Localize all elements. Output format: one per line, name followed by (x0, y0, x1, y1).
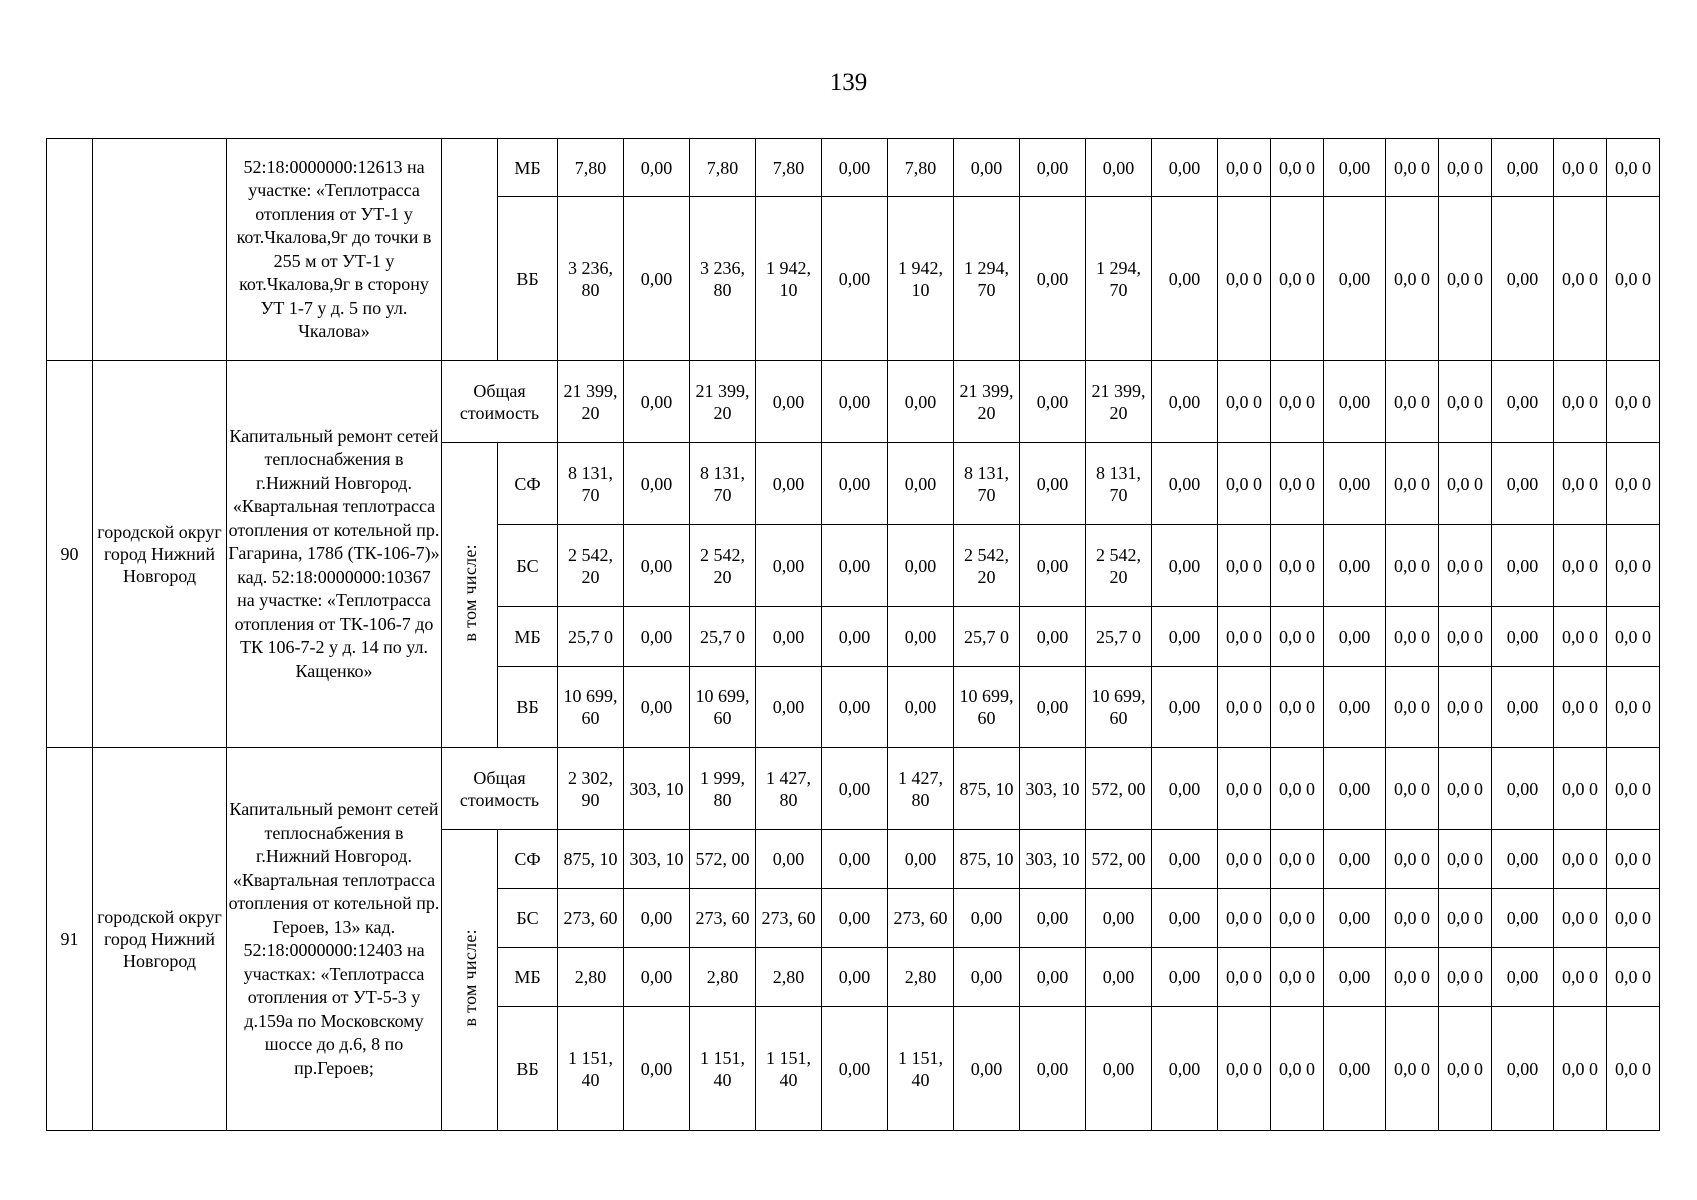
value-cell: 0,00 (1020, 889, 1086, 948)
value-cell: 0,00 (954, 889, 1020, 948)
value-cell: 303, 10 (624, 830, 690, 889)
value-cell: 0,00 (1152, 830, 1218, 889)
total-cost-label: Общая стоимость (442, 748, 558, 830)
value-cell: 0,00 (624, 443, 690, 525)
value-cell: 303, 10 (1020, 830, 1086, 889)
value-cell: 1 151, 40 (558, 1007, 624, 1131)
value-cell: 0,00 (888, 667, 954, 748)
value-cell: 303, 10 (624, 748, 690, 830)
value-cell: 0,0 0 (1554, 948, 1607, 1007)
value-cell: 21 399, 20 (690, 361, 756, 443)
value-cell: 2,80 (888, 948, 954, 1007)
value-cell: 0,00 (1492, 443, 1554, 525)
value-cell: 0,0 0 (1271, 525, 1324, 607)
including-label-text: в том числе: (459, 928, 480, 1027)
value-cell: 0,00 (822, 361, 888, 443)
value-cell: 0,00 (1152, 607, 1218, 667)
value-cell: 0,00 (1492, 361, 1554, 443)
value-cell: 0,00 (1324, 1007, 1386, 1131)
value-cell: 0,00 (756, 443, 822, 525)
value-cell: 21 399, 20 (558, 361, 624, 443)
value-cell: 2,80 (690, 948, 756, 1007)
value-cell: 0,00 (1020, 607, 1086, 667)
value-cell: 273, 60 (888, 889, 954, 948)
value-cell: 1 151, 40 (756, 1007, 822, 1131)
value-cell: 0,0 0 (1386, 361, 1439, 443)
value-cell: 0,0 0 (1607, 443, 1660, 525)
value-cell: 2 542, 20 (690, 525, 756, 607)
value-cell: 0,0 0 (1607, 667, 1660, 748)
value-cell: 0,0 0 (1386, 948, 1439, 1007)
value-cell: 0,00 (1020, 197, 1086, 361)
value-cell: 0,00 (1152, 139, 1218, 197)
object-description: Капитальный ремонт сетей теплоснабжения в г.Нижний Новгород. «Квартальная теплотрасса отопления от котельной пр. Героев, 13» кад. 52:18:0000000:12403 на участках: «Теплотрасса отопления от УТ-5-3 у д.159а по Московскому шоссе до д.6, 8 по пр.Героев; (227, 748, 442, 1131)
including-label (442, 443, 498, 748)
value-cell: 0,00 (1086, 1007, 1152, 1131)
value-cell: 0,0 0 (1607, 607, 1660, 667)
value-cell: 25,7 0 (558, 607, 624, 667)
value-cell: 303, 10 (1020, 748, 1086, 830)
value-cell: 1 294, 70 (954, 197, 1020, 361)
value-cell: 0,0 0 (1607, 748, 1660, 830)
value-cell: 0,00 (822, 197, 888, 361)
value-cell: 0,00 (1492, 1007, 1554, 1131)
funding-source: ВБ (498, 1007, 558, 1131)
value-cell: 7,80 (558, 139, 624, 197)
value-cell: 0,0 0 (1386, 607, 1439, 667)
row-number: 90 (47, 361, 93, 748)
value-cell: 0,0 0 (1271, 1007, 1324, 1131)
value-cell: 0,0 0 (1218, 1007, 1271, 1131)
value-cell: 273, 60 (558, 889, 624, 948)
value-cell: 0,0 0 (1439, 948, 1492, 1007)
value-cell: 10 699, 60 (1086, 667, 1152, 748)
value-cell: 3 236, 80 (690, 197, 756, 361)
value-cell: 0,0 0 (1386, 830, 1439, 889)
value-cell: 0,0 0 (1554, 667, 1607, 748)
funding-source: СФ (498, 830, 558, 889)
funding-source: МБ (498, 948, 558, 1007)
value-cell: 0,00 (624, 361, 690, 443)
value-cell: 25,7 0 (1086, 607, 1152, 667)
value-cell: 0,0 0 (1386, 197, 1439, 361)
value-cell: 0,00 (1492, 607, 1554, 667)
page-number: 139 (829, 69, 868, 96)
value-cell: 0,00 (1086, 139, 1152, 197)
value-cell: 3 236, 80 (558, 197, 624, 361)
value-cell: 0,00 (822, 607, 888, 667)
value-cell: 0,00 (1492, 197, 1554, 361)
value-cell: 875, 10 (954, 830, 1020, 889)
value-cell: 0,00 (822, 525, 888, 607)
value-cell: 0,0 0 (1271, 607, 1324, 667)
value-cell: 0,0 0 (1271, 889, 1324, 948)
value-cell: 0,0 0 (1439, 525, 1492, 607)
value-cell: 0,00 (1020, 361, 1086, 443)
value-cell: 0,00 (822, 748, 888, 830)
value-cell: 25,7 0 (954, 607, 1020, 667)
table-row (47, 748, 1660, 830)
value-cell: 0,00 (756, 830, 822, 889)
funding-source: БС (498, 525, 558, 607)
value-cell: 2 302, 90 (558, 748, 624, 830)
value-cell: 0,00 (624, 889, 690, 948)
value-cell: 0,0 0 (1271, 443, 1324, 525)
value-cell: 8 131, 70 (558, 443, 624, 525)
value-cell: 0,00 (1152, 361, 1218, 443)
value-cell: 0,00 (756, 607, 822, 667)
including-label-text: в том числе: (459, 543, 480, 642)
value-cell: 0,0 0 (1607, 139, 1660, 197)
value-cell: 0,0 0 (1386, 443, 1439, 525)
value-cell: 7,80 (690, 139, 756, 197)
value-cell: 0,00 (1324, 948, 1386, 1007)
value-cell: 0,0 0 (1554, 197, 1607, 361)
value-cell: 0,0 0 (1218, 830, 1271, 889)
value-cell: 0,00 (822, 1007, 888, 1131)
value-cell: 0,0 0 (1386, 525, 1439, 607)
value-cell: 0,00 (1020, 1007, 1086, 1131)
value-cell: 0,0 0 (1271, 139, 1324, 197)
value-cell: 0,0 0 (1607, 948, 1660, 1007)
value-cell: 0,00 (1020, 525, 1086, 607)
value-cell: 0,00 (1492, 830, 1554, 889)
value-cell: 0,00 (624, 667, 690, 748)
value-cell: 0,00 (1152, 748, 1218, 830)
value-cell: 0,00 (1492, 139, 1554, 197)
funding-source: СФ (498, 443, 558, 525)
value-cell: 0,0 0 (1554, 139, 1607, 197)
value-cell: 1 294, 70 (1086, 197, 1152, 361)
value-cell: 0,00 (1492, 667, 1554, 748)
table-row (47, 139, 1660, 197)
value-cell: 0,00 (1324, 607, 1386, 667)
value-cell: 0,0 0 (1218, 443, 1271, 525)
value-cell: 0,0 0 (1554, 361, 1607, 443)
value-cell: 273, 60 (756, 889, 822, 948)
value-cell: 0,00 (624, 948, 690, 1007)
value-cell: 0,0 0 (1386, 889, 1439, 948)
value-cell: 0,0 0 (1607, 361, 1660, 443)
value-cell: 21 399, 20 (1086, 361, 1152, 443)
value-cell: 0,00 (888, 361, 954, 443)
value-cell: 0,00 (1020, 443, 1086, 525)
value-cell: 0,0 0 (1439, 667, 1492, 748)
value-cell: 0,00 (1152, 443, 1218, 525)
value-cell: 0,00 (624, 607, 690, 667)
funding-source: МБ (498, 139, 558, 197)
value-cell: 0,0 0 (1554, 443, 1607, 525)
value-cell: 0,0 0 (1439, 889, 1492, 948)
value-cell: 572, 00 (690, 830, 756, 889)
value-cell: 0,00 (822, 948, 888, 1007)
value-cell: 1 942, 10 (888, 197, 954, 361)
value-cell: 0,0 0 (1439, 197, 1492, 361)
value-cell: 1 999, 80 (690, 748, 756, 830)
value-cell: 0,00 (1324, 197, 1386, 361)
value-cell: 0,00 (822, 443, 888, 525)
value-cell: 0,00 (756, 667, 822, 748)
value-cell: 25,7 0 (690, 607, 756, 667)
value-cell: 0,0 0 (1439, 748, 1492, 830)
value-cell: 0,00 (756, 525, 822, 607)
value-cell: 10 699, 60 (690, 667, 756, 748)
value-cell: 0,00 (1086, 889, 1152, 948)
value-cell: 2,80 (756, 948, 822, 1007)
value-cell: 0,0 0 (1218, 139, 1271, 197)
value-cell: 0,00 (1492, 748, 1554, 830)
value-cell: 0,00 (954, 1007, 1020, 1131)
value-cell: 2,80 (558, 948, 624, 1007)
group-label (442, 139, 498, 361)
value-cell: 0,00 (1152, 948, 1218, 1007)
value-cell: 7,80 (756, 139, 822, 197)
value-cell: 0,0 0 (1386, 667, 1439, 748)
value-cell: 0,0 0 (1554, 748, 1607, 830)
municipality-cell: городской округ город Нижний Новгород (93, 748, 227, 1131)
value-cell: 0,00 (1020, 948, 1086, 1007)
value-cell: 0,0 0 (1439, 443, 1492, 525)
value-cell: 0,0 0 (1607, 889, 1660, 948)
value-cell: 0,0 0 (1271, 830, 1324, 889)
value-cell: 0,00 (1324, 361, 1386, 443)
value-cell: 0,00 (888, 443, 954, 525)
funding-source: ВБ (498, 667, 558, 748)
value-cell: 1 427, 80 (888, 748, 954, 830)
value-cell: 0,0 0 (1386, 1007, 1439, 1131)
value-cell: 0,00 (624, 197, 690, 361)
value-cell: 0,0 0 (1218, 361, 1271, 443)
value-cell: 8 131, 70 (1086, 443, 1152, 525)
budget-table (46, 138, 1660, 1131)
value-cell: 0,0 0 (1607, 830, 1660, 889)
funding-source: ВБ (498, 197, 558, 361)
value-cell: 0,00 (1152, 667, 1218, 748)
municipality-cell (93, 139, 227, 361)
value-cell: 0,0 0 (1554, 607, 1607, 667)
row-number: 91 (47, 748, 93, 1131)
value-cell: 0,0 0 (1554, 830, 1607, 889)
value-cell: 7,80 (888, 139, 954, 197)
value-cell: 572, 00 (1086, 830, 1152, 889)
value-cell: 10 699, 60 (954, 667, 1020, 748)
value-cell: 0,00 (1492, 948, 1554, 1007)
value-cell: 0,00 (1492, 525, 1554, 607)
funding-source: МБ (498, 607, 558, 667)
value-cell: 0,0 0 (1439, 830, 1492, 889)
value-cell: 0,00 (1492, 889, 1554, 948)
value-cell: 0,0 0 (1218, 889, 1271, 948)
value-cell: 0,00 (822, 830, 888, 889)
value-cell: 0,0 0 (1439, 607, 1492, 667)
value-cell: 1 942, 10 (756, 197, 822, 361)
value-cell: 10 699, 60 (558, 667, 624, 748)
value-cell: 0,00 (888, 525, 954, 607)
value-cell: 0,0 0 (1386, 748, 1439, 830)
value-cell: 2 542, 20 (954, 525, 1020, 607)
value-cell: 0,00 (1324, 139, 1386, 197)
value-cell: 2 542, 20 (558, 525, 624, 607)
value-cell: 0,0 0 (1218, 525, 1271, 607)
value-cell: 875, 10 (954, 748, 1020, 830)
value-cell: 0,00 (822, 889, 888, 948)
value-cell: 1 151, 40 (888, 1007, 954, 1131)
value-cell: 0,00 (822, 139, 888, 197)
value-cell: 2 542, 20 (1086, 525, 1152, 607)
value-cell: 0,00 (1086, 948, 1152, 1007)
value-cell: 0,00 (1324, 667, 1386, 748)
object-description: Капитальный ремонт сетей теплоснабжения в г.Нижний Новгород. «Квартальная теплотрасса отопления от котельной пр. Гагарина, 178б (ТК-106-7)» кад. 52:18:0000000:10367 на участке: «Теплотрасса отопления от ТК-106-7 до ТК 106-7-2 у д. 14 по ул. Кащенко» (227, 361, 442, 748)
value-cell: 1 427, 80 (756, 748, 822, 830)
row-number (47, 139, 93, 361)
including-label (442, 830, 498, 1131)
value-cell: 0,00 (1152, 197, 1218, 361)
value-cell: 0,00 (888, 830, 954, 889)
value-cell: 0,0 0 (1607, 525, 1660, 607)
funding-source: БС (498, 889, 558, 948)
value-cell: 0,00 (1324, 830, 1386, 889)
value-cell: 0,0 0 (1439, 1007, 1492, 1131)
value-cell: 8 131, 70 (954, 443, 1020, 525)
total-cost-label: Общая стоимость (442, 361, 558, 443)
value-cell: 0,0 0 (1554, 889, 1607, 948)
value-cell: 0,00 (1152, 889, 1218, 948)
value-cell: 0,00 (1020, 667, 1086, 748)
value-cell: 273, 60 (690, 889, 756, 948)
value-cell: 0,00 (624, 139, 690, 197)
value-cell: 0,0 0 (1386, 139, 1439, 197)
municipality-cell: городской округ город Нижний Новгород (93, 361, 227, 748)
value-cell: 0,0 0 (1271, 361, 1324, 443)
value-cell: 0,00 (1020, 139, 1086, 197)
value-cell: 0,00 (954, 948, 1020, 1007)
value-cell: 0,00 (822, 667, 888, 748)
value-cell: 0,0 0 (1218, 197, 1271, 361)
value-cell: 0,0 0 (1554, 525, 1607, 607)
table-row (47, 361, 1660, 443)
value-cell: 0,00 (1324, 748, 1386, 830)
value-cell: 21 399, 20 (954, 361, 1020, 443)
value-cell: 0,00 (1152, 525, 1218, 607)
value-cell: 875, 10 (558, 830, 624, 889)
value-cell: 0,0 0 (1218, 667, 1271, 748)
value-cell: 0,00 (888, 607, 954, 667)
value-cell: 572, 00 (1086, 748, 1152, 830)
value-cell: 0,0 0 (1554, 1007, 1607, 1131)
value-cell: 0,0 0 (1439, 361, 1492, 443)
value-cell: 1 151, 40 (690, 1007, 756, 1131)
value-cell: 0,0 0 (1271, 667, 1324, 748)
value-cell: 0,00 (756, 361, 822, 443)
value-cell: 0,00 (954, 139, 1020, 197)
value-cell: 0,0 0 (1218, 948, 1271, 1007)
value-cell: 0,0 0 (1271, 948, 1324, 1007)
value-cell: 0,0 0 (1271, 197, 1324, 361)
value-cell: 0,0 0 (1607, 1007, 1660, 1131)
value-cell: 0,00 (1324, 443, 1386, 525)
value-cell: 0,0 0 (1439, 139, 1492, 197)
value-cell: 0,00 (624, 525, 690, 607)
object-description: 52:18:0000000:12613 на участке: «Теплотрасса отопления от УТ-1 у кот.Чкалова,9г до точки в 255 м от УТ-1 у кот.Чкалова,9г в сторону УТ 1-7 у д. 5 по ул. Чкалова» (227, 139, 442, 361)
value-cell: 0,00 (624, 1007, 690, 1131)
value-cell: 8 131, 70 (690, 443, 756, 525)
value-cell: 0,0 0 (1271, 748, 1324, 830)
value-cell: 0,00 (1324, 525, 1386, 607)
value-cell: 0,0 0 (1218, 748, 1271, 830)
value-cell: 0,0 0 (1607, 197, 1660, 361)
value-cell: 0,0 0 (1218, 607, 1271, 667)
value-cell: 0,00 (1152, 1007, 1218, 1131)
value-cell: 0,00 (1324, 889, 1386, 948)
